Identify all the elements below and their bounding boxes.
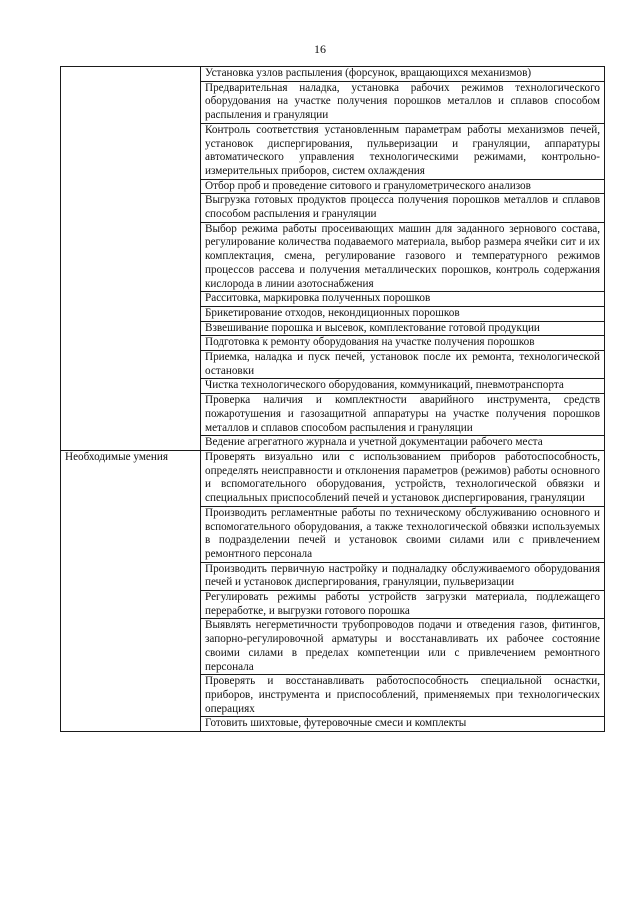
table-cell: Ведение агрегатного журнала и учетной документации рабочего места <box>201 436 605 451</box>
table-cell: Контроль соответствия установленным параметрам работы механизмов печей, установок диспергирования, пульверизации и грануляции, аппаратуры автоматического управления технологическими режимами, контрольно-измерительных приборов, систем охлаждения <box>201 123 605 179</box>
competency-table-body <box>61 67 605 732</box>
table-cell: Проверка наличия и комплектности аварийного инструмента, средств пожаротушения и газозащитной аппаратуры на участке получения порошков металлов и сплавов способом распыления и грануляции <box>201 394 605 436</box>
table-cell: Чистка технологического оборудования, коммуникаций, пневмотранспорта <box>201 379 605 394</box>
table-cell: Отбор проб и проведение ситового и гранулометрического анализов <box>201 179 605 194</box>
skill-row <box>61 450 605 506</box>
table-cell: Выбор режима работы просеивающих машин для заданного зернового состава, регулирование количества подаваемого материала, выбор размера ячейки сит и их комплектация, смена, регулирование газового и температурного режимов процессов рассева и получения металлических порошков, контроль содержания кислорода в линии азотоснабжения <box>201 222 605 292</box>
page-number: 16 <box>314 42 326 56</box>
table-cell: Брикетирование отходов, некондиционных порошков <box>201 306 605 321</box>
table-cell: Выявлять негерметичности трубопроводов подачи и отведения газов, фитингов, запорно-регулировочной арматуры и восстанавливать их рабочее состояние своими силами в пределах компетенции или с привлечением ремонтного персонала <box>201 619 605 675</box>
table-cell: Проверять визуально или с использованием приборов работоспособность, определять неисправности и отклонения параметров (режимов) работы основного и вспомогательного оборудования, устройств, технологической обвязки и специальных приспособлений печей и установок диспергирования, грануляции <box>201 450 605 506</box>
table-cell: Производить первичную настройку и подналадку обслуживаемого оборудования печей и установок диспергирования, грануляции, пульверизации <box>201 562 605 590</box>
section-label <box>61 67 201 451</box>
table-cell: Выгрузка готовых продуктов процесса получения порошков металлов и сплавов способом распыления и грануляции <box>201 194 605 222</box>
table-cell: Предварительная наладка, установка рабочих режимов технологического оборудования на участке получения порошков металлов и сплавов способом распыления и грануляции <box>201 81 605 123</box>
table-cell: Готовить шихтовые, футеровочные смеси и комплекты <box>201 717 605 732</box>
table-cell: Производить регламентные работы по техническому обслуживанию основного и вспомогательного оборудования, а также технологической обвязки используемых в подразделении печей и установок своими силами или с привлечением ремонтного персонала <box>201 506 605 562</box>
competency-table <box>60 66 605 732</box>
labor-action-row <box>61 67 605 82</box>
table-cell: Расситовка, маркировка полученных порошков <box>201 292 605 307</box>
table-cell: Приемка, наладка и пуск печей, установок после их ремонта, технологической остановки <box>201 351 605 379</box>
table-cell: Проверять и восстанавливать работоспособность специальной оснастки, приборов, инструмента и приспособлений, применяемых при технологических операциях <box>201 675 605 717</box>
table-cell: Установка узлов распыления (форсунок, вращающихся механизмов) <box>201 67 605 82</box>
table-cell: Подготовка к ремонту оборудования на участке получения порошков <box>201 336 605 351</box>
section-label: Необходимые умения <box>61 450 201 731</box>
table-cell: Регулировать режимы работы устройств загрузки материала, подлежащего переработке, и выгрузки готового порошка <box>201 591 605 619</box>
table-cell: Взвешивание порошка и высевок, комплектование готовой продукции <box>201 321 605 336</box>
